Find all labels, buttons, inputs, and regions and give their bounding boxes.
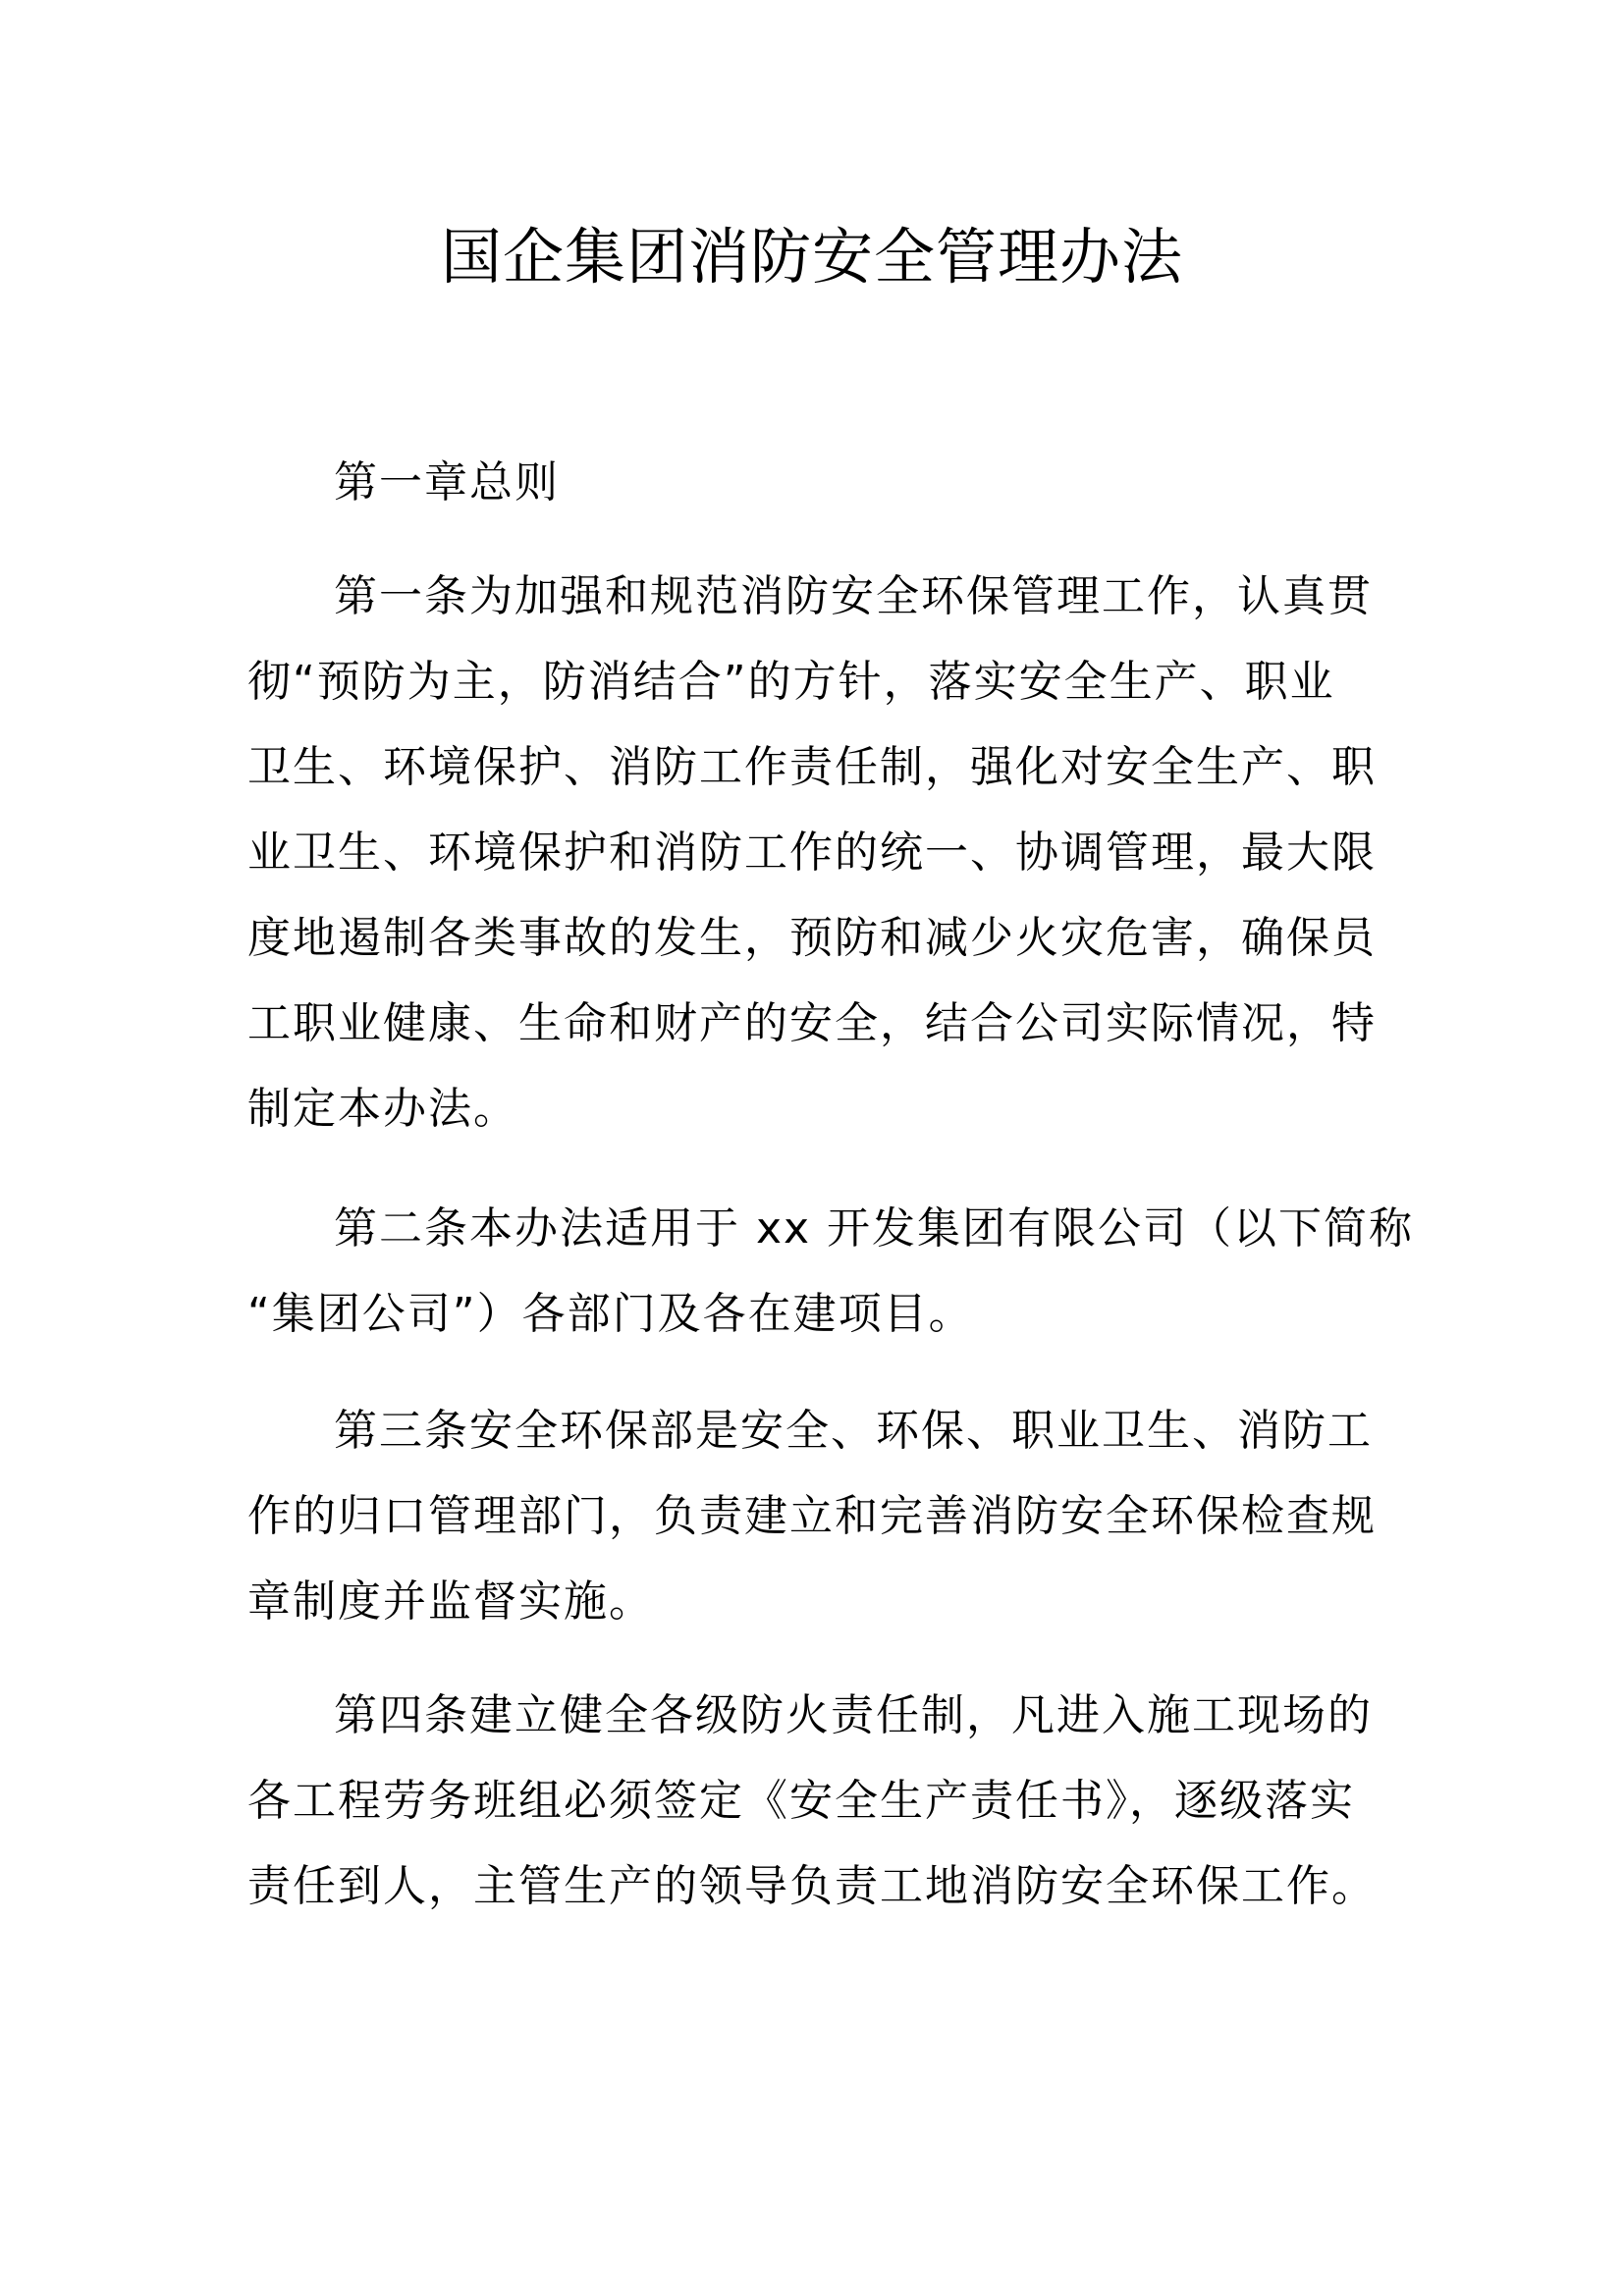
article-line: “集团公司”）各部门及各在建项目。	[247, 1289, 974, 1339]
document-title: 国企集团消防安全管理办法	[440, 221, 1183, 293]
article-line: 卫生、环境保护、消防工作责任制，强化对安全生产、职	[247, 742, 1377, 792]
chapter-heading: 第一章总则	[334, 457, 560, 507]
article-line: 工职业健康、生命和财产的安全，结合公司实际情况，特	[247, 998, 1377, 1048]
article-line: 各工程劳务班组必须签定《安全生产责任书》，逐级落实	[247, 1776, 1355, 1826]
article-line: 第二条本办法适用于 xx 开发集团有限公司（以下简称	[334, 1203, 1415, 1254]
article-line: 度地遏制各类事故的发生，预防和减少火灾危害，确保员	[247, 913, 1377, 963]
article-line: 第四条建立健全各级防火责任制，凡进入施工现场的	[334, 1690, 1373, 1740]
article-line: 彻“预防为主，防消结合”的方针，落实安全生产、职业	[247, 657, 1335, 707]
article-line: 作的归口管理部门，负责建立和完善消防安全环保检查规	[247, 1491, 1377, 1541]
article-line: 责任到人，主管生产的领导负责工地消防安全环保工作。	[247, 1861, 1377, 1911]
article-line: 业卫生、环境保护和消防工作的统一、协调管理，最大限	[247, 828, 1377, 878]
article-line: 章制度并监督实施。	[247, 1576, 654, 1627]
article-line: 第一条为加强和规范消防安全环保管理工作，认真贯	[334, 571, 1373, 621]
article-line: 第三条安全环保部是安全、环保、职业卫生、消防工	[334, 1406, 1373, 1456]
article-line: 制定本办法。	[247, 1084, 518, 1134]
